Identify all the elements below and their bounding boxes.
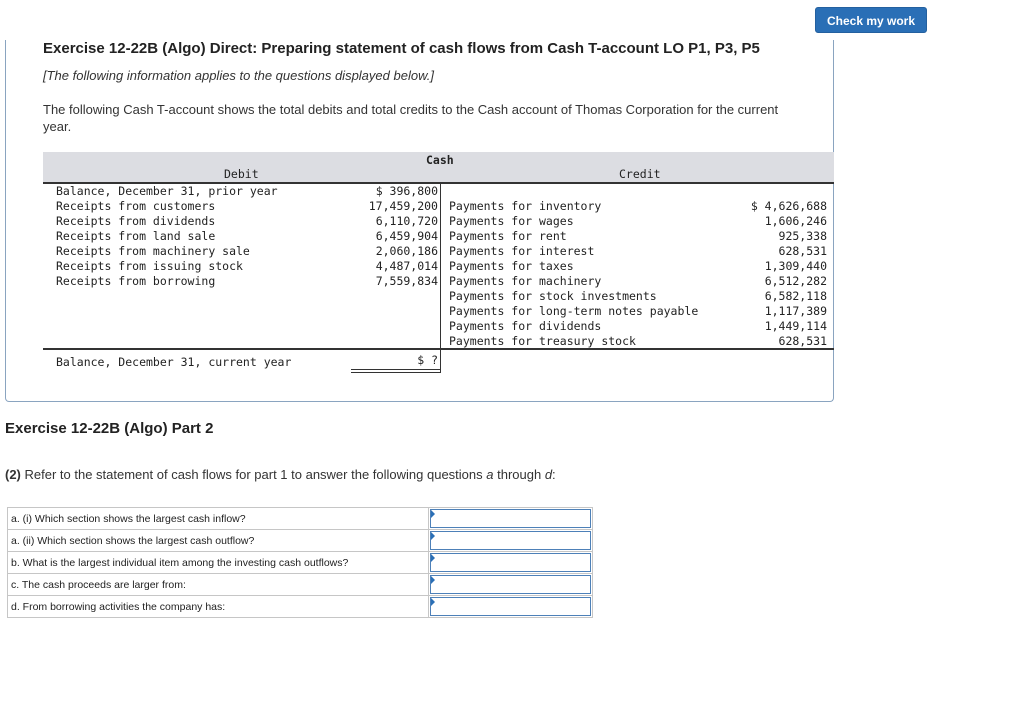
credit-row: Payments for inventory bbox=[449, 199, 602, 213]
credit-amount: 1,449,114 bbox=[764, 319, 827, 333]
credit-amount: 925,338 bbox=[778, 229, 827, 243]
credit-amount: 628,531 bbox=[778, 334, 827, 348]
check-my-work-button[interactable]: Check my work bbox=[815, 7, 927, 33]
part2-intro-body: Refer to the statement of cash flows for part 1 to answer the following questions bbox=[20, 467, 487, 482]
debit-row: Receipts from dividends bbox=[56, 214, 216, 228]
t-account-title: Cash bbox=[426, 153, 454, 167]
credit-header: Credit bbox=[619, 167, 661, 181]
credit-row: Payments for stock investments bbox=[449, 289, 657, 303]
debit-amount: 2,060,186 bbox=[375, 244, 438, 258]
ending-balance-underline bbox=[351, 369, 440, 370]
dropdown-caret-icon bbox=[431, 532, 435, 540]
credit-row: Payments for taxes bbox=[449, 259, 574, 273]
credit-amount: 1,309,440 bbox=[764, 259, 827, 273]
table-row bbox=[8, 508, 593, 530]
debit-header: Debit bbox=[224, 167, 259, 181]
table-row bbox=[8, 596, 593, 618]
exercise-title: Exercise 12-22B (Algo) Direct: Preparing statement of cash flows from Cash T-account LO P1, P3, P5 bbox=[43, 40, 760, 57]
answer-cell bbox=[429, 552, 593, 574]
debit-amount: 4,487,014 bbox=[375, 259, 438, 273]
answer-dropdown[interactable] bbox=[430, 509, 591, 528]
part2-intro-d: d bbox=[544, 467, 553, 482]
credit-amount: 628,531 bbox=[778, 244, 827, 258]
debit-row: Receipts from land sale bbox=[56, 229, 216, 243]
credit-row: Payments for long-term notes payable bbox=[449, 304, 699, 318]
answer-dropdown[interactable] bbox=[430, 553, 591, 572]
ending-balance-label: Balance, December 31, current year bbox=[56, 355, 292, 369]
table-row bbox=[8, 530, 593, 552]
credit-row: Payments for interest bbox=[449, 244, 595, 258]
question-label: b. What is the largest individual item among the investing cash outflows? bbox=[8, 552, 429, 574]
dropdown-caret-icon bbox=[431, 598, 435, 606]
part2-intro-end: : bbox=[552, 467, 556, 482]
answer-dropdown[interactable] bbox=[430, 597, 591, 616]
question-label: c. The cash proceeds are larger from: bbox=[8, 574, 429, 596]
credit-row: Payments for dividends bbox=[449, 319, 602, 333]
part2-intro-a: a bbox=[486, 467, 494, 482]
table-row bbox=[8, 552, 593, 574]
exercise-intro: The following Cash T-account shows the total debits and total credits to the Cash account of Thomas Corporation for the current year. bbox=[43, 102, 779, 134]
answer-cell bbox=[429, 508, 593, 530]
debit-row: Receipts from issuing stock bbox=[56, 259, 243, 273]
debit-amount: 6,459,904 bbox=[375, 229, 438, 243]
credit-row: Payments for treasury stock bbox=[449, 334, 636, 348]
debit-row: Receipts from machinery sale bbox=[56, 244, 250, 258]
credit-amount: 6,582,118 bbox=[764, 289, 827, 303]
credit-amount: 1,117,389 bbox=[764, 304, 827, 318]
dropdown-caret-icon bbox=[431, 510, 435, 518]
question-label: d. From borrowing activities the company has: bbox=[8, 596, 429, 618]
debit-row: Balance, December 31, prior year bbox=[56, 184, 278, 198]
ending-balance-amount: $ ? bbox=[417, 353, 438, 367]
credit-amount: $ 4,626,688 bbox=[750, 199, 827, 213]
debit-row: Receipts from borrowing bbox=[56, 274, 216, 288]
credit-row: Payments for rent bbox=[449, 229, 567, 243]
dropdown-caret-icon bbox=[431, 576, 435, 584]
debit-amount: 7,559,834 bbox=[375, 274, 438, 288]
answer-cell bbox=[429, 596, 593, 618]
question-label: a. (ii) Which section shows the largest cash outflow? bbox=[8, 530, 429, 552]
debit-amount: 17,459,200 bbox=[368, 199, 438, 213]
questions-table bbox=[7, 507, 593, 618]
question-label: a. (i) Which section shows the largest cash inflow? bbox=[8, 508, 429, 530]
part2-intro bbox=[5, 467, 556, 482]
credit-row: Payments for wages bbox=[449, 214, 574, 228]
table-row bbox=[8, 574, 593, 596]
part2-intro-mid: through bbox=[493, 467, 545, 482]
debit-row: Receipts from customers bbox=[56, 199, 216, 213]
answer-cell bbox=[429, 530, 593, 552]
dropdown-caret-icon bbox=[431, 554, 435, 562]
debit-amount: $ 396,800 bbox=[375, 184, 438, 198]
exercise-note: [The following information applies to the questions displayed below.] bbox=[43, 68, 434, 83]
part2-title: Exercise 12-22B (Algo) Part 2 bbox=[5, 420, 214, 437]
debit-amount: 6,110,720 bbox=[375, 214, 438, 228]
part2-intro-number: (2) bbox=[5, 467, 21, 482]
answer-cell bbox=[429, 574, 593, 596]
answer-dropdown[interactable] bbox=[430, 575, 591, 594]
t-account-divider bbox=[440, 182, 441, 373]
credit-amount: 1,606,246 bbox=[764, 214, 827, 228]
credit-amount: 6,512,282 bbox=[764, 274, 827, 288]
answer-dropdown[interactable] bbox=[430, 531, 591, 550]
cash-t-account bbox=[43, 152, 834, 375]
ending-balance-double-underline bbox=[351, 372, 440, 373]
credit-row: Payments for machinery bbox=[449, 274, 602, 288]
